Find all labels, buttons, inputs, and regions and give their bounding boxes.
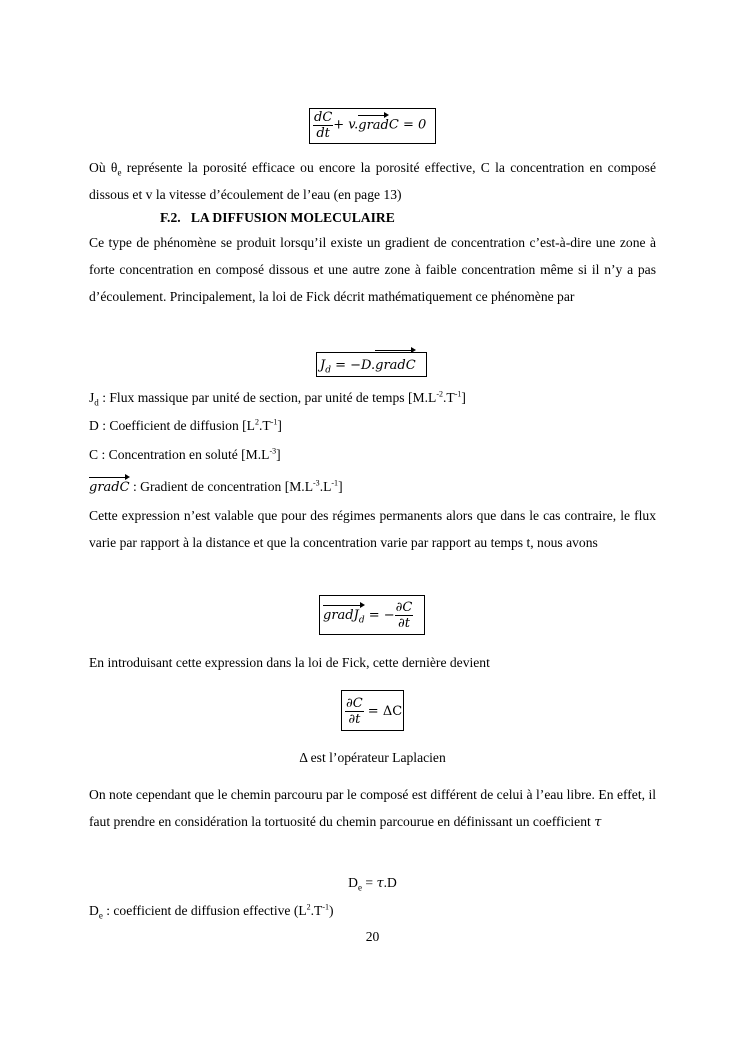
equation-term: + v.	[333, 117, 359, 133]
fraction-dc-dt	[313, 110, 333, 141]
grad-text: grad	[375, 358, 406, 373]
fraction-numerator: ∂C	[395, 600, 413, 615]
subscript: e	[117, 167, 122, 178]
text-segment: Où θ	[89, 160, 118, 175]
equation-fick-law	[316, 352, 427, 377]
equation-grad-flux	[319, 595, 425, 635]
superscript: -1	[270, 417, 278, 427]
equation-term: J	[353, 608, 359, 623]
superscript: -1	[454, 389, 462, 399]
definition-text: : Flux massique par unité de section, par unité de temps [M.L	[98, 390, 437, 405]
grad-vector: grad	[358, 117, 389, 133]
superscript: -1	[331, 478, 339, 488]
definition-jd	[89, 390, 466, 406]
definition-text: .T	[259, 418, 271, 433]
subscript: d	[94, 397, 99, 408]
section-title: LA DIFFUSION MOLECULAIRE	[190, 210, 395, 225]
paragraph-tortuosity	[89, 781, 656, 836]
definition-de	[89, 903, 334, 919]
paragraph-fick-substitution: En introduisant cette expression dans la loi de Fick, cette dernière devient	[89, 655, 490, 670]
equation-term: C = 0	[388, 117, 427, 133]
subscript: e	[357, 882, 362, 893]
equation-diffusion	[341, 690, 404, 731]
fraction-denominator: ∂t	[348, 712, 361, 727]
symbol: D	[348, 875, 358, 890]
fraction-partial	[345, 696, 364, 727]
definition-text: ]	[277, 418, 282, 433]
symbol: J	[89, 390, 95, 405]
equation-term: C	[405, 358, 416, 373]
grad-text: grad	[89, 480, 120, 495]
tau-symbol: τ	[376, 876, 384, 891]
equation-term: J	[320, 358, 326, 373]
superscript: -1	[322, 902, 330, 912]
subscript: d	[358, 615, 365, 626]
paragraph-non-steady: Cette expression n’est valable que pour des régimes permanents alors que dans le cas contraire, le flux varie par rapport à la distance et que la concentration varie par rapport au temps t, nous avons	[89, 508, 656, 550]
subscript: d	[325, 365, 331, 376]
section-heading	[160, 210, 395, 226]
fraction-partial	[395, 600, 414, 631]
definition-text: .L	[319, 479, 332, 494]
definition-text: )	[329, 903, 334, 918]
tau-symbol: τ	[594, 815, 602, 830]
laplacian-note: Δ est l’opérateur Laplacien	[299, 750, 446, 765]
definition-text: ]	[338, 479, 343, 494]
equation-term: = −	[364, 608, 395, 623]
definition-text: ]	[461, 390, 466, 405]
definition-text: .T	[442, 390, 455, 405]
section-number: F.2.	[160, 210, 181, 225]
fraction-denominator: dt	[316, 126, 330, 141]
fraction-numerator: dC	[314, 110, 333, 125]
definition-c	[89, 447, 281, 463]
equation-advection	[309, 108, 436, 144]
fraction-denominator: ∂t	[398, 616, 410, 631]
grad-vector	[323, 608, 365, 624]
text-segment: représente la porosité efficace ou encore la porosité effective, C la concentration en composé dissous et v la vitesse d’écoulement de l’eau (en page 13)	[89, 160, 656, 202]
superscript: -2	[436, 389, 443, 399]
grad-vector	[89, 480, 130, 495]
definition-text: C : Concentration en soluté [M.L	[89, 447, 270, 462]
paragraph-porosity	[89, 154, 656, 208]
symbol: C	[119, 480, 130, 495]
superscript: 2	[306, 902, 311, 912]
definition-text: : coefficient de diffusion effective (L	[102, 903, 307, 918]
equation-term: = −D.	[330, 358, 376, 373]
definition-text: .T	[310, 903, 323, 918]
definition-grad	[89, 479, 343, 495]
superscript: -3	[313, 478, 320, 488]
paragraph-diffusion-intro: Ce type de phénomène se produit lorsqu’il existe un gradient de concentration c’est-à-dire une zone à forte concentration en composé dissous et une autre zone à faible concentration même si il n’y a pas d’écoulement. Principalement, la loi de Fick décrit mathématiquement ce phénomène par	[89, 235, 656, 304]
grad-vector	[375, 353, 416, 378]
equation-effective-diffusion	[0, 875, 745, 891]
grad-text: grad	[323, 608, 354, 623]
equation-term: .D	[383, 875, 397, 890]
subscript: e	[98, 910, 103, 921]
superscript: -3	[269, 446, 277, 456]
definition-text: ]	[276, 447, 281, 462]
equation-term: = ΔC	[363, 704, 403, 719]
text-segment: On note cependant que le chemin parcouru par le composé est différent de celui à l’eau libre. En effet, il faut prendre en considération la tortuosité du chemin parcourue en définissant un coefficient	[89, 787, 656, 829]
fraction-numerator: ∂C	[346, 696, 363, 711]
equation-term: =	[361, 875, 377, 890]
superscript: 2	[255, 417, 259, 427]
definition-d	[89, 418, 282, 434]
definition-text: : Gradient de concentration [M.L	[129, 479, 314, 494]
page-number: 20	[365, 929, 380, 944]
symbol: D	[89, 903, 99, 918]
definition-text: D : Coefficient de diffusion [L	[89, 418, 255, 433]
